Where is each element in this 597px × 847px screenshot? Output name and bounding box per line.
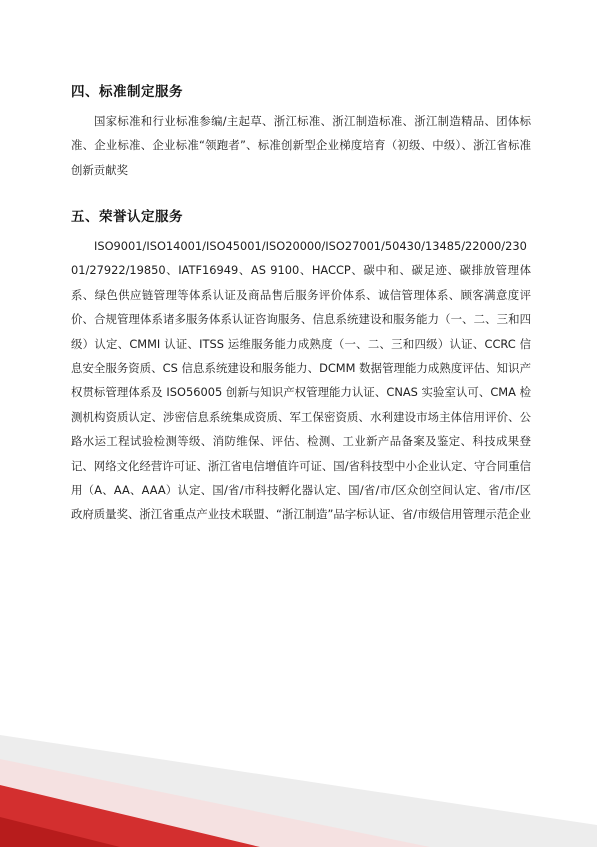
section-heading-standards: 四、标准制定服务 bbox=[71, 84, 183, 100]
section-body-honors: ISO9001/ISO14001/ISO45001/ISO20000/ISO27001/50430/13485/22000/23001/27922/19850、IATF16949、AS 9100、HACCP、碳中和、碳足迹、碳排放管理体系、绿色供应链管理等体系认证及商品售后服务评价体系、诚信管理体系、顾客满意度评价、合规管理体系诸多服务体系认证咨询服务、信息系统建设和服务能力（一、二、三和四级）认定、CMMI 认证、ITSS 运维服务能力成熟度（一、二、三和四级）认证、CCRC 信息安全服务资质、CS 信息系统建设和服务能力、DCMM 数据管理能力成熟度评估、知识产权贯标管理体系及 ISO56005 创新与知识产权管理能力认证、CNAS 实验室认可、CMA 检测机构资质认定、涉密信息系统集成资质、军工保密资质、水利建设市场主体信用评价、公路水运工程试验检测等级、消防维保、评估、检测、工业新产品备案及鉴定、科技成果登记、网络文化经营许可证、浙江省电信增值许可证、国/省科技型中小企业认定、守合同重信用（A、AA、AAA）认定、国/省/市科技孵化器认定、国/省/市/区众创空间认定、省/市/区政府质量奖、浙江省重点产业技术联盟、“浙江制造”品字标认证、省/市级信用管理示范企业 bbox=[71, 239, 531, 522]
section-body-standards: 国家标准和行业标准参编/主起草、浙江标准、浙江制造标准、浙江制造精品、团体标准、企业标准、企业标准“领跑者”、标准创新型企业梯度培育（初级、中级）、浙江省标准创新贡献奖 bbox=[71, 114, 531, 177]
section-heading-honors: 五、荣誉认定服务 bbox=[71, 209, 183, 225]
footer-decoration bbox=[0, 707, 597, 847]
